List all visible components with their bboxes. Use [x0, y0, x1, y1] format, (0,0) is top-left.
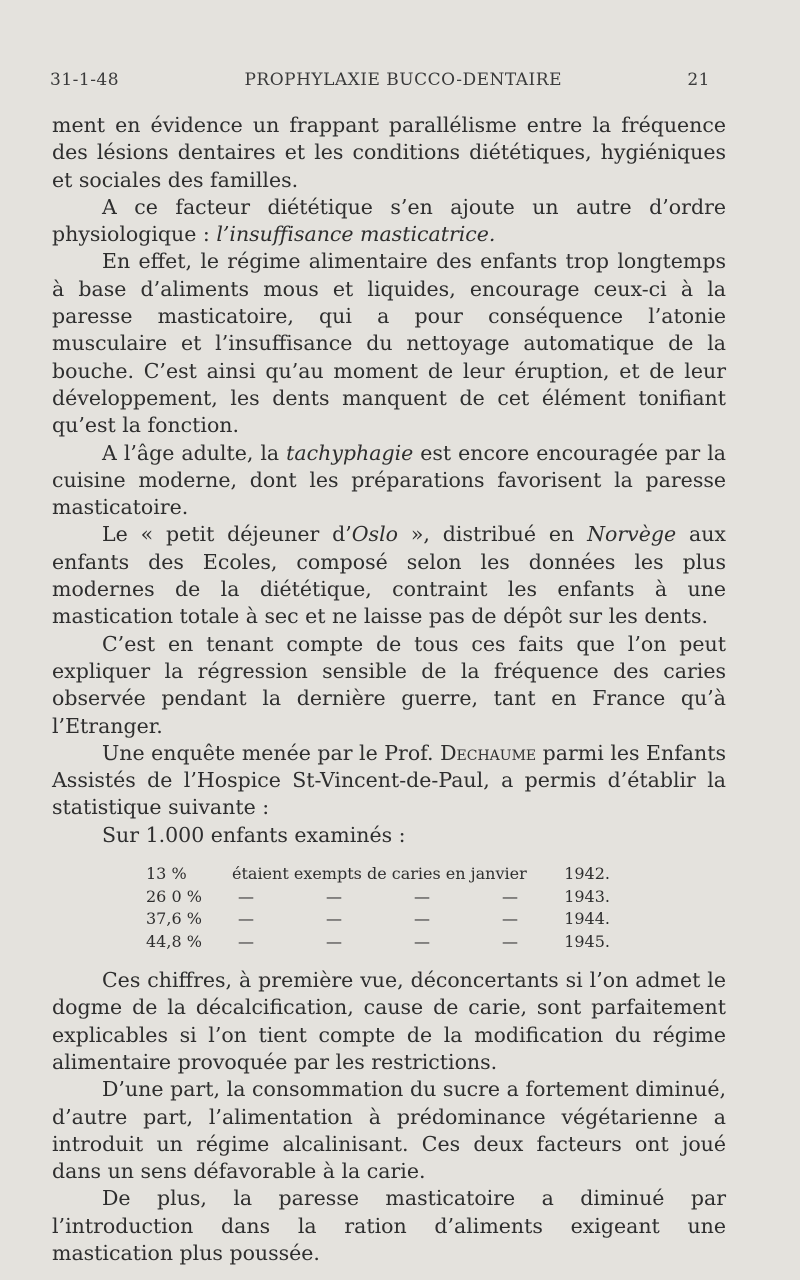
paragraph-9: Ces chiffres, à première vue, déconcertants si l’on admet le dogme de la décalcification, cause de carie, sont parfaitement explicables si l’on tient compte de la modification du régime alimentaire provoquée par les restrictions. — [52, 968, 726, 1074]
running-header — [50, 70, 710, 90]
paragraph-5-emphasis-norvege: Norvège — [587, 522, 677, 547]
stat-label: étaient exempts de caries en janvier — [232, 864, 527, 884]
paragraph-5-text-c: », distribué en — [397, 522, 588, 547]
ditto-mark: — — [238, 909, 254, 929]
table-row — [52, 863, 610, 886]
statistics-table — [52, 863, 610, 953]
paragraph-3: En effet, le régime alimentaire des enfants trop longtemps à base d’aliments mous et liquides, encourage ceux-ci à la paresse masticatoire, qui a pour conséquence l’atonie musculaire et l’insuffisance du nettoyage automatique de la bouche. C’est ainsi qu’au moment de leur éruption, et de leur développement, les dents manquent de cet élément tonifiant qu’est la fonction. — [52, 249, 726, 438]
paragraph-1: ment en évidence un frappant parallélisme entre la fréquence des lésions dentaires et les conditions diététiques, hygiéniques et sociales des familles. — [52, 113, 726, 192]
ditto-mark: — — [326, 909, 342, 929]
body-text — [52, 112, 726, 1267]
paragraph-4-emphasis: tachyphagie — [286, 440, 414, 465]
paragraph-5 — [52, 521, 726, 630]
paragraph-4-text-a: A l’âge adulte, la — [102, 440, 287, 465]
table-row — [52, 931, 610, 954]
ditto-mark: — — [414, 909, 430, 929]
ditto-mark: — — [502, 909, 518, 929]
paragraph-7-text-a: Une enquête menée par le Prof. — [102, 740, 441, 765]
paragraph-7 — [52, 740, 726, 822]
ditto-mark: — — [502, 886, 518, 906]
ditto-marks — [232, 886, 518, 909]
paragraph-8: Sur 1.000 enfants examinés : — [102, 822, 406, 847]
header-date: 31-1-48 — [50, 70, 120, 90]
ditto-marks — [232, 908, 518, 931]
stat-value: 44,8 % — [146, 931, 202, 951]
paragraph-11: De plus, la paresse masticatoire a diminué par l’introduction dans la ration d’aliments exigeant une mastication plus poussée. — [52, 1186, 726, 1265]
page-number: 21 — [687, 70, 710, 90]
author-name: Dechaume — [440, 740, 537, 765]
stat-year: 1943. — [564, 886, 610, 906]
paragraph-5-text-e: aux enfants des Ecoles, composé selon les données les plus modernes de la diététique, contraint les enfants à une mastication totale à sec et ne laisse pas de dépôt sur les dents. — [52, 522, 726, 629]
ditto-mark: — — [238, 931, 254, 951]
table-row — [52, 886, 610, 909]
paragraph-2-emphasis: l’insuffisance masticatrice. — [216, 222, 496, 247]
stat-value: 13 % — [146, 864, 187, 884]
paragraph-7-text-c: parmi les Enfants Assistés de l’Hospice St-Vincent-de-Paul, a permis d’établir la statistique suivante : — [52, 740, 726, 820]
ditto-mark: — — [238, 886, 254, 906]
paragraph-2 — [52, 194, 726, 249]
paragraph-2-text: A ce facteur diététique s’en ajoute un autre d’ordre physiologique : — [52, 194, 726, 247]
ditto-mark: — — [326, 931, 342, 951]
paragraph-6: C’est en tenant compte de tous ces faits que l’on peut expliquer la régression sensible de la fréquence des caries observée pendant la dernière guerre, tant en France qu’à l’Etranger. — [52, 631, 726, 738]
paragraph-4-text-c: est encore encouragée par la cuisine moderne, dont les préparations favorisent la paresse masticatoire. — [52, 440, 726, 520]
table-row — [52, 908, 610, 931]
stat-year: 1942. — [564, 864, 610, 884]
paragraph-5-text-a: Le « petit déjeuner d’ — [102, 522, 352, 547]
ditto-mark: — — [326, 886, 342, 906]
ditto-marks — [232, 931, 518, 954]
ditto-mark: — — [414, 886, 430, 906]
ditto-mark: — — [502, 931, 518, 951]
paragraph-4 — [52, 440, 726, 522]
paragraph-10: D’une part, la consommation du sucre a fortement diminué, d’autre part, l’alimentation à prédominance végétarienne a introduit un régime alcalinisant. Ces deux facteurs ont joué dans un sens défavorable à la carie. — [52, 1077, 726, 1184]
stat-year: 1945. — [564, 931, 610, 951]
stat-year: 1944. — [564, 909, 610, 929]
header-title: PROPHYLAXIE BUCCO-DENTAIRE — [244, 70, 562, 90]
ditto-mark: — — [414, 931, 430, 951]
paragraph-5-emphasis-oslo: Oslo — [351, 522, 398, 547]
stat-value: 37,6 % — [146, 909, 202, 929]
stat-value: 26 0 % — [146, 886, 202, 906]
